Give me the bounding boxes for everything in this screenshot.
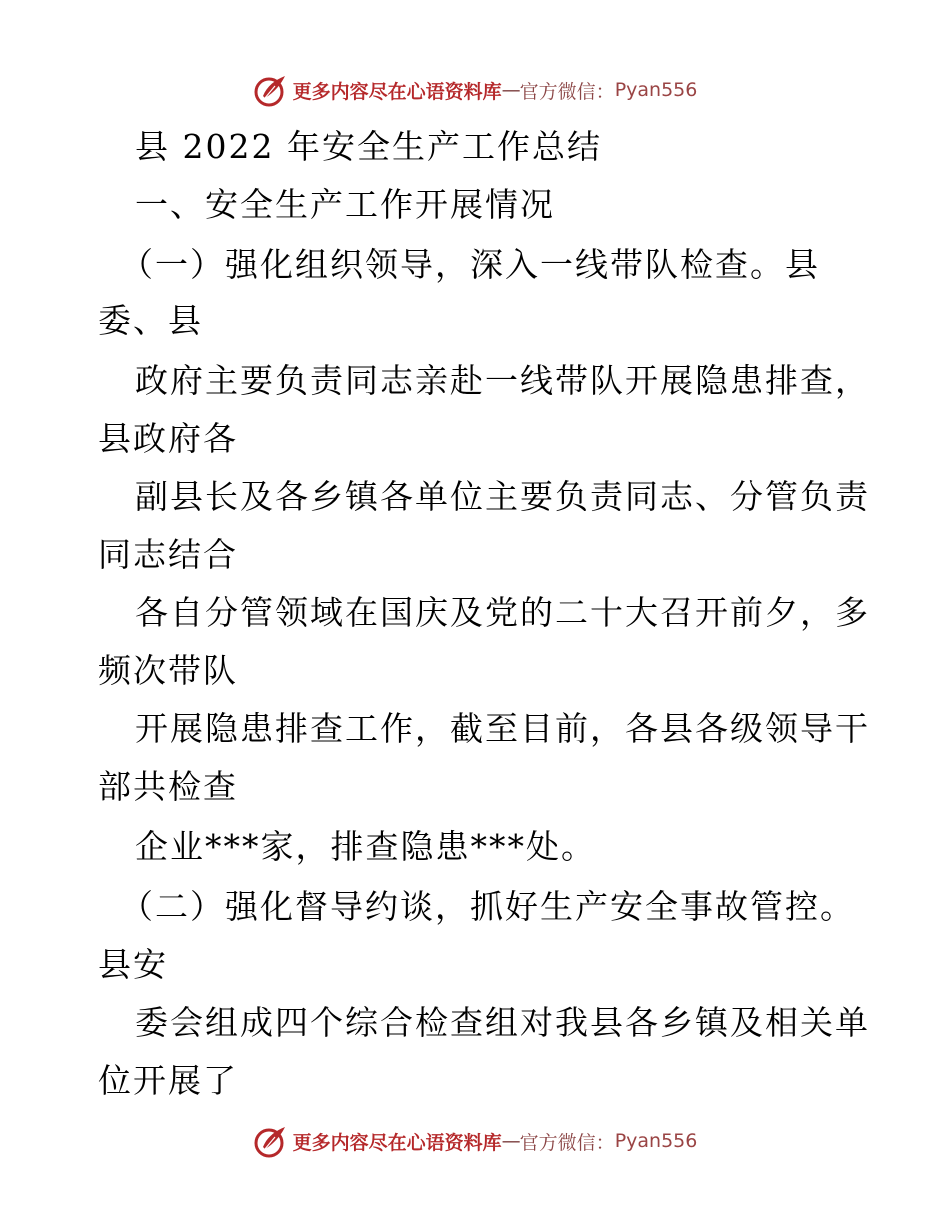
paragraph-1-line: 频次带队	[98, 651, 238, 690]
footer-watermark	[0, 1121, 950, 1161]
paragraph-1-heading: （一）强化组织领导，深入一线带队检查。县	[120, 245, 820, 284]
paragraph-2-line: 委会组成四个综合检查组对我县各乡镇及相关单	[135, 1003, 870, 1042]
paragraph-1-line: 同志结合	[98, 535, 238, 574]
feather-pen-logo-icon	[253, 1123, 289, 1159]
paragraph-1-line: 副县长及各乡镇各单位主要负责同志、分管负责	[135, 477, 870, 516]
paragraph-1-line: 各自分管领域在国庆及党的二十大召开前夕，多	[135, 593, 870, 632]
watermark-wechat-id: Pyan556	[614, 1130, 698, 1152]
watermark-label: 官方微信：	[519, 80, 615, 103]
section-heading-1: 一、安全生产工作开展情况	[135, 185, 555, 224]
paragraph-1-line: 政府主要负责同志亲赴一线带队开展隐患排查，	[135, 361, 870, 400]
document-title: 县 2022 年安全生产工作总结	[135, 127, 602, 166]
paragraph-1-line: 开展隐患排查工作，截至目前，各县各级领导干	[135, 709, 870, 748]
paragraph-2-heading: （二）强化督导约谈，抓好生产安全事故管控。	[120, 887, 855, 926]
feather-pen-logo-icon	[253, 72, 289, 108]
paragraph-1-line: 部共检查	[98, 767, 238, 806]
header-watermark	[0, 70, 950, 110]
watermark-main-text: 更多内容尽在心语资料库	[292, 1131, 502, 1154]
paragraph-2-line: 位开展了	[98, 1061, 238, 1100]
paragraph-1-line: 企业***家，排查隐患***处。	[135, 827, 596, 866]
paragraph-2-line: 县安	[98, 945, 168, 984]
watermark-main-text: 更多内容尽在心语资料库	[292, 80, 502, 103]
watermark-wechat-id: Pyan556	[614, 79, 698, 101]
watermark-separator: —	[501, 79, 520, 101]
paragraph-1-line: 委、县	[98, 301, 203, 340]
paragraph-1-line: 县政府各	[98, 419, 238, 458]
watermark-label: 官方微信：	[519, 1131, 615, 1154]
watermark-separator: —	[501, 1130, 520, 1152]
